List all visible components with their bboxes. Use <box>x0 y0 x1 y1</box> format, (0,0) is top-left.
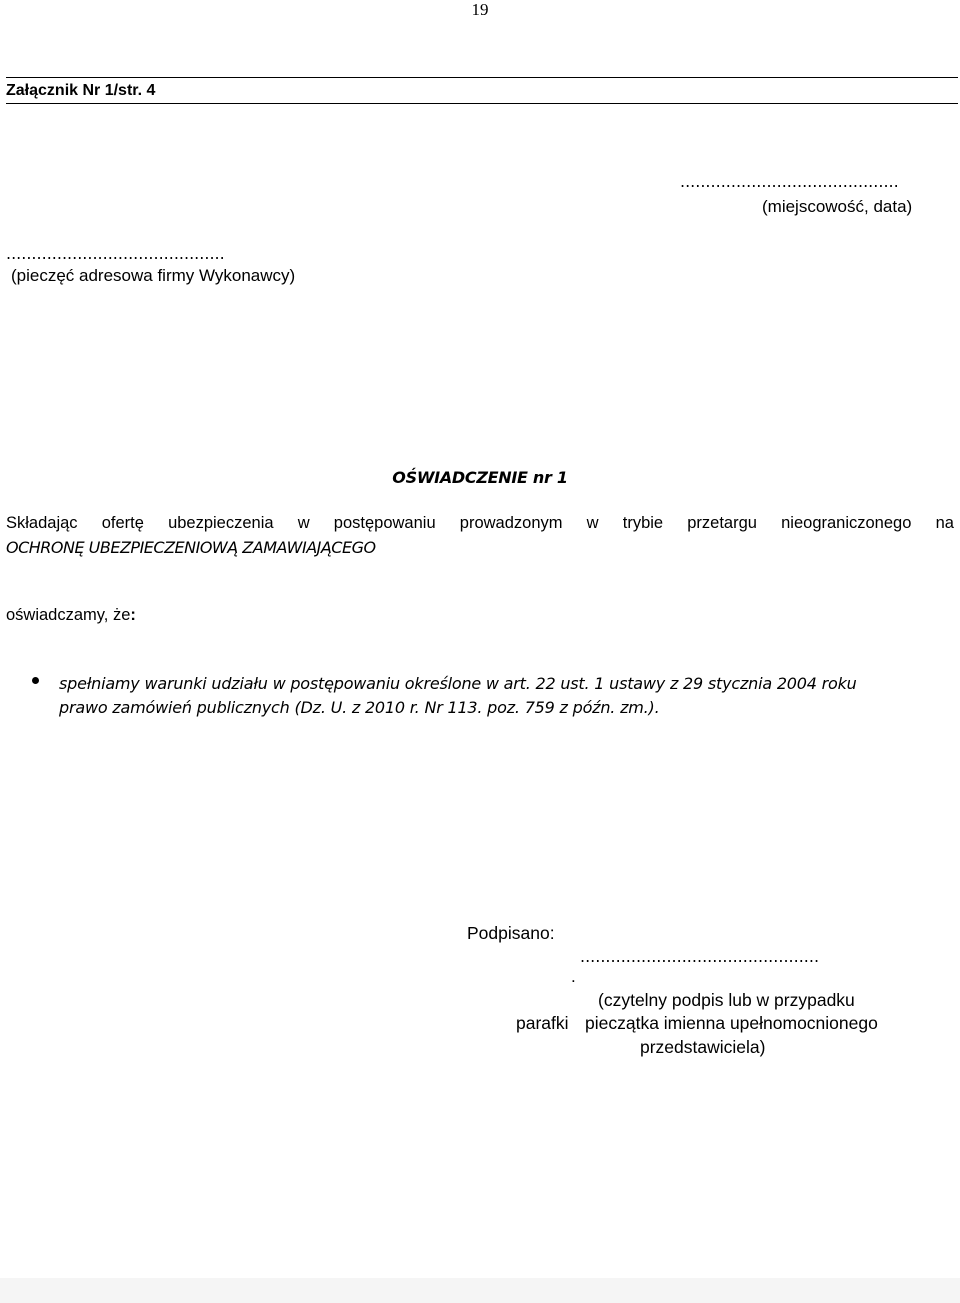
condition-line-2: prawo zamówień publicznych (Dz. U. z 2010 r. Nr 113. poz. 759 z późn. zm.). <box>59 698 660 717</box>
signature-note-line-2b: pieczątka imienna upełnomocnionego <box>585 1013 878 1033</box>
intro-word: prowadzonym <box>459 514 563 532</box>
signed-label: Podpisano: <box>467 923 555 943</box>
intro-word: ubezpieczenia <box>168 514 274 532</box>
intro-word: ofertę <box>101 514 144 532</box>
intro-word: Składając <box>6 514 78 532</box>
header-top-rule <box>6 77 958 78</box>
condition-line-1: spełniamy warunki udziału w postępowaniu określone w art. 22 ust. 1 ustawy z 29 stycznia 2004 roku <box>59 674 857 693</box>
intro-word: w <box>586 514 599 532</box>
statement-intro <box>6 514 954 533</box>
signature-note-line-2a: parafki <box>516 1013 569 1033</box>
place-date-label: (miejscowość, data) <box>762 197 913 216</box>
page-footer-bar <box>0 1278 960 1303</box>
signature-dots: ............................................... <box>580 947 820 966</box>
insurance-subject: OCHRONĘ UBEZPIECZENIOWĄ ZAMAWIAJĄCEGO <box>6 538 376 557</box>
declaration-colon: : <box>130 606 136 624</box>
signature-note-line-1: (czytelny podpis lub w przypadku <box>598 990 855 1010</box>
header-bottom-rule <box>6 103 958 104</box>
attachment-title: Załącznik Nr 1/str. 4 <box>6 82 156 99</box>
intro-word: w <box>297 514 310 532</box>
statement-title: OŚWIADCZENIE nr 1 <box>392 468 568 487</box>
intro-word: trybie <box>622 514 664 532</box>
intro-word: przetargu <box>687 514 757 532</box>
signature-period: . <box>571 967 576 986</box>
page-number: 19 <box>471 0 489 19</box>
place-date-dots: ........................................... <box>680 172 899 191</box>
declaration-text: oświadczamy, że <box>6 606 131 624</box>
intro-word: nieograniczonego <box>781 514 912 532</box>
bullet-icon <box>32 677 39 684</box>
company-stamp-dots: ........................................... <box>6 244 225 263</box>
intro-word: postępowaniu <box>333 514 436 532</box>
signature-note-line-3: przedstawiciela) <box>640 1037 766 1057</box>
company-stamp-label: (pieczęć adresowa firmy Wykonawcy) <box>11 266 296 285</box>
intro-word: na <box>935 514 954 532</box>
declaration-lead <box>6 606 136 625</box>
